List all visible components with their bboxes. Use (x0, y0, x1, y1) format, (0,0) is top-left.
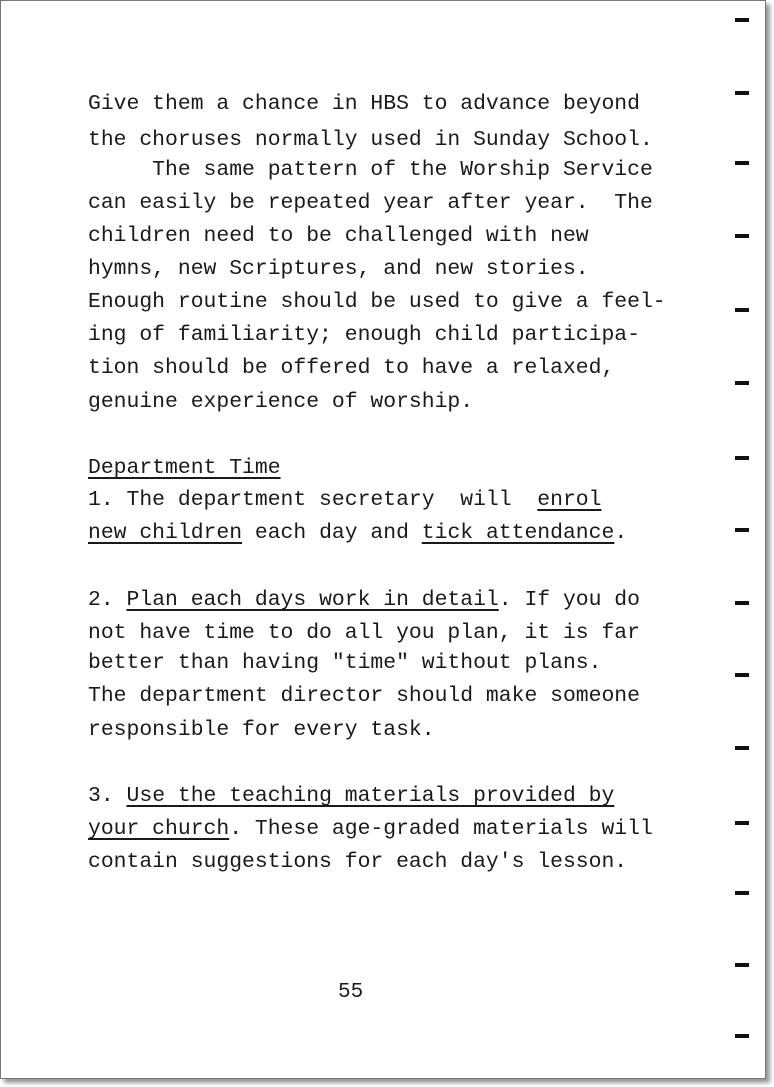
text-segment: not have time to do all you plan, it is far (88, 621, 640, 645)
text-line (88, 816, 653, 842)
binding-mark (735, 308, 749, 312)
page-number: 55 (338, 981, 364, 1004)
section-heading (88, 455, 281, 481)
text-line (88, 190, 653, 216)
binding-mark (735, 746, 749, 750)
text-segment: Enough routine should be used to give a feel- (88, 290, 666, 314)
text-segment: The department director should make someone (88, 684, 640, 708)
text-segment: . If you do (498, 588, 640, 612)
binding-mark (735, 601, 749, 605)
text-line (88, 620, 640, 646)
text-line (88, 322, 640, 348)
binding-mark (735, 891, 749, 895)
binding-mark (735, 821, 749, 825)
text-line (88, 520, 627, 546)
text-line (88, 91, 640, 117)
text-segment: children need to be challenged with new (88, 224, 589, 248)
text-line (88, 127, 653, 153)
text-line (88, 717, 435, 743)
binding-mark (735, 456, 749, 460)
text-segment: can easily be repeated year after year. The (88, 191, 653, 215)
text-segment: 1. The department secretary will (88, 488, 538, 512)
underlined-text: Department Time (88, 456, 281, 480)
binding-mark (735, 161, 749, 165)
underlined-text: Use the teaching materials provided by (126, 784, 615, 808)
text-line (88, 683, 640, 709)
binding-mark (735, 528, 749, 532)
text-segment: Give them a chance in HBS to advance beyond (88, 92, 640, 116)
text-segment: . These age-graded materials will (229, 817, 653, 841)
binding-mark (735, 1034, 749, 1038)
text-line (88, 289, 666, 315)
text-line (88, 849, 627, 875)
underlined-text: your church (88, 817, 230, 841)
text-line (88, 223, 589, 249)
text-segment: the choruses normally used in Sunday School. (88, 128, 653, 152)
text-line (88, 355, 614, 381)
text-segment: 3. (88, 784, 127, 808)
text-line (88, 389, 473, 415)
binding-mark (735, 234, 749, 238)
text-segment: . (614, 521, 628, 545)
text-line (88, 256, 589, 282)
text-segment: responsible for every task. (88, 718, 435, 742)
text-segment: tion should be offered to have a relaxed, (88, 356, 615, 380)
text-segment: each day and (242, 521, 422, 545)
text-line (88, 650, 601, 676)
text-segment: 2. (88, 588, 127, 612)
text-line (88, 783, 614, 809)
text-segment: hymns, new Scriptures, and new stories. (88, 257, 589, 281)
binding-mark (735, 963, 749, 967)
underlined-text: Plan each days work in detail (126, 588, 499, 612)
text-segment: better than having "time" without plans. (88, 651, 602, 675)
text-segment: genuine experience of worship. (88, 390, 474, 414)
underlined-text: enrol (537, 488, 602, 512)
binding-mark (735, 673, 749, 677)
text-segment: The same pattern of the Worship Service (88, 158, 653, 182)
underlined-text: tick attendance (421, 521, 615, 545)
text-segment: ing of familiarity; enough child participa- (88, 323, 640, 347)
binding-mark (735, 18, 749, 22)
text-line (88, 157, 653, 183)
text-line (88, 587, 640, 613)
binding-mark (735, 91, 749, 95)
text-line (88, 487, 601, 513)
underlined-text: new children (88, 521, 243, 545)
binding-mark (735, 381, 749, 385)
text-segment: contain suggestions for each day's lesson. (88, 850, 628, 874)
